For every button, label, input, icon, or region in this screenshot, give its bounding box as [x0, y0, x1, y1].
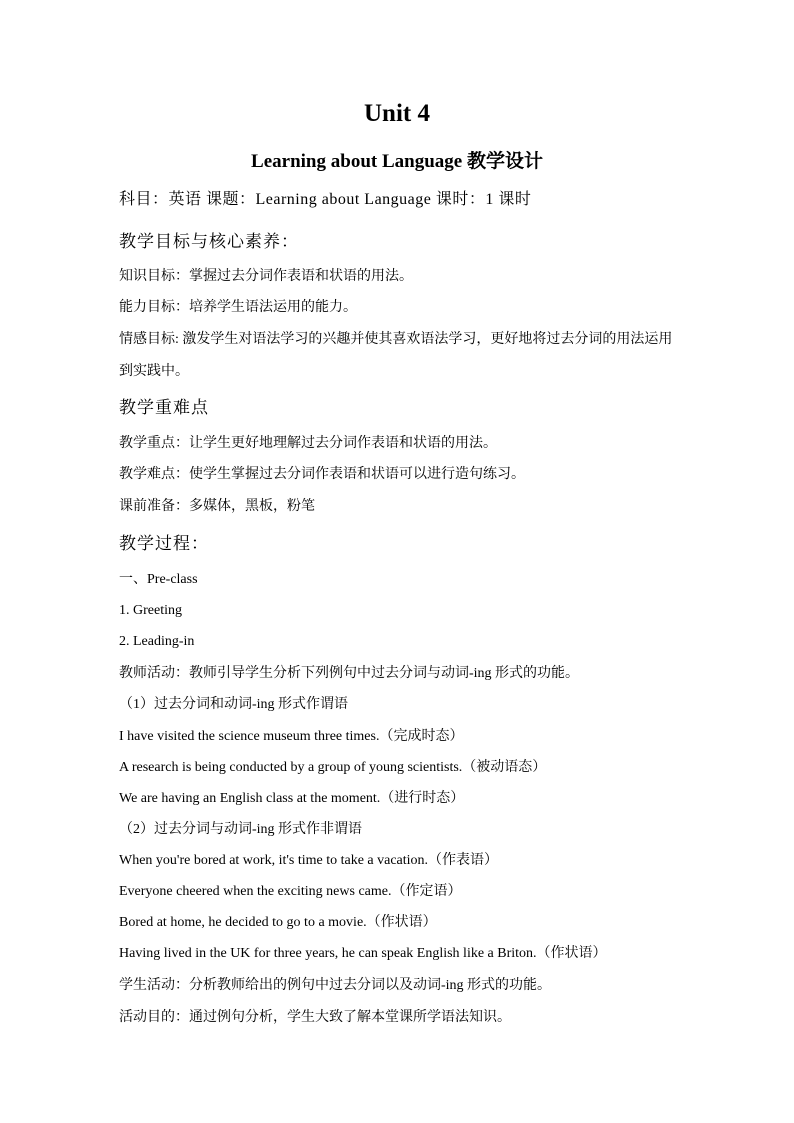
pre-class-heading: 一、Pre-class	[119, 572, 198, 587]
document-subtitle: Learning about Language 教学设计	[251, 151, 543, 172]
example-sentence-7: Having lived in the UK for three years, he can speak English like a Briton.（作状语）	[119, 946, 607, 961]
knowledge-goal: 知识目标：掌握过去分词作表语和状语的用法。	[119, 269, 413, 284]
teacher-activity: 教师活动：教师引导学生分析下列例句中过去分词与动词-ing 形式的功能。	[119, 666, 580, 681]
goals-heading: 教学目标与核心素养：	[119, 232, 299, 251]
process-heading: 教学过程：	[119, 534, 209, 553]
ability-goal: 能力目标：培养学生语法运用的能力。	[119, 300, 357, 315]
course-meta: 科目：英语 课题：Learning about Language 课时：1 课时	[119, 191, 532, 208]
preparation: 课前准备：多媒体，黑板，粉笔	[119, 499, 315, 514]
sub-heading-1: （1）过去分词和动词-ing 形式作谓语	[119, 697, 349, 712]
emotion-goal-line-2: 到实践中。	[119, 364, 189, 379]
example-sentence-4: When you're bored at work, it's time to take a vacation.（作表语）	[119, 853, 499, 868]
example-sentence-2: A research is being conducted by a group of young scientists.（被动语态）	[119, 760, 547, 775]
example-sentence-3: We are having an English class at the moment.（进行时态）	[119, 791, 465, 806]
activity-purpose: 活动目的：通过例句分析，学生大致了解本堂课所学语法知识。	[119, 1010, 511, 1025]
student-activity: 学生活动：分析教师给出的例句中过去分词以及动词-ing 形式的功能。	[119, 978, 552, 993]
difficult-point: 教学难点：使学生掌握过去分词作表语和状语可以进行造句练习。	[119, 467, 525, 482]
emotion-goal-line-1: 情感目标: 激发学生对语法学习的兴趣并使其喜欢语法学习，更好地将过去分词的用法运用	[119, 332, 673, 347]
example-sentence-1: I have visited the science museum three times.（完成时态）	[119, 729, 464, 744]
step-greeting: 1. Greeting	[119, 603, 182, 618]
sub-heading-2: （2）过去分词与动词-ing 形式作非谓语	[119, 822, 363, 837]
step-leading-in: 2. Leading-in	[119, 634, 195, 649]
key-points-heading: 教学重难点	[119, 398, 209, 417]
example-sentence-6: Bored at home, he decided to go to a movie.（作状语）	[119, 915, 437, 930]
example-sentence-5: Everyone cheered when the exciting news came.（作定语）	[119, 884, 462, 899]
document-title: Unit 4	[364, 100, 430, 127]
key-point: 教学重点：让学生更好地理解过去分词作表语和状语的用法。	[119, 436, 497, 451]
